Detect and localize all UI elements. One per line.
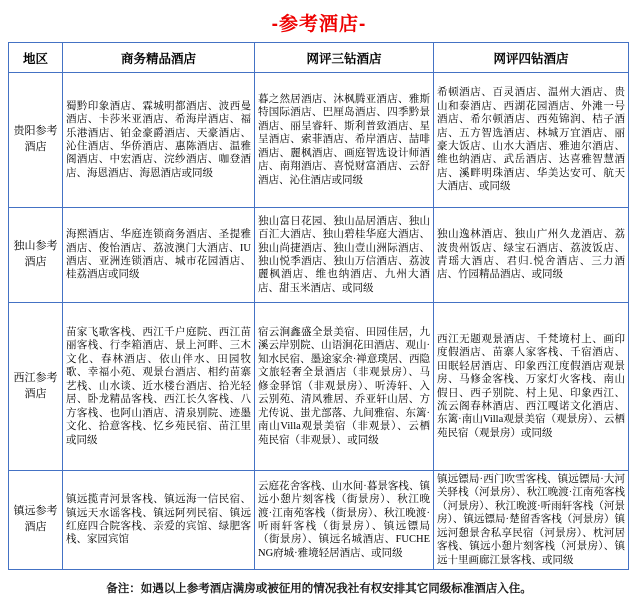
region-cell-xijiang: 西江参考酒店 [9, 303, 63, 471]
guiyang-business-hotels: 蜀黔印象酒店、霖城明都酒店、波西曼酒店、卡莎米亚酒店、希海岸酒店、福乐港酒店、铂金豪爵酒店、天豪酒店、沁住酒店、华侨酒店、惠陈酒店、温雅阁酒店、中宏酒店、浣纱酒店、咖登酒店、海恩酒店、海恩酒店或同级 [63, 73, 255, 208]
zhenyuan-business-hotels: 镇远揽青河景客栈、镇远海一信民宿、镇远天水谣客栈、镇远阿列民宿、镇远红庭四合院客栈、亲爱的宾馆、绿肥客栈、家园宾馆 [63, 471, 255, 570]
page-title: -参考酒店- [271, 14, 367, 35]
header-four-diamond: 网评四钻酒店 [434, 43, 629, 73]
footer-note: 备注：如遇以上参考酒店满房或被征用的情况我社有权安排其它同级标准酒店入住。 [106, 583, 532, 596]
zhenyuan-four-diamond-hotels: 镇远镖局·西门吹雪客栈、镇远镖局·大河关驿栈（河景房）、秋江晚渡·江南苑客栈（河景房）、秋江晚渡·听雨轩客栈（河景房）、镇远镖局·楚留香客栈（河景房）镇远河憩景舍私享民宿（河景房）、枕河居客栈、镇远小憩片刻客栈（河景房）、镇远十里画廊江景客栈、或同级 [434, 471, 629, 570]
dushan-four-diamond-hotels: 独山逸林酒店、独山广州久龙酒店、荔波贵州饭店、绿宝石酒店、荔波饭店、青瑶大酒店、君归.悦舍酒店、三力酒店、竹园精品酒店、或同级 [434, 208, 629, 303]
xijiang-business-hotels: 苗家飞歌客栈、西江千户庭院、西江苗丽客栈、行李箱酒店、景上河畔、三木文化、春林酒店、依山伴水、田园牧歌、幸福小苑、观景台酒店、相约苗寨艺栈、山水谈、近水楼台酒店、拾光轻居、卧龙精品客栈、西江长久客栈、八方客栈、也阿山酒店、清泉别院、迹墨文化、拾意客栈、忆乡苑民宿、苗江里或同级 [63, 303, 255, 471]
xijiang-three-diamond-hotels: 宿云涧鑫盛全景美宿、田园佳居，九溪云岸别院、山语涧花田酒店、观山·知水民宿、墨途家余·禅意璞居、西隐文旅轻奢全景酒店（非观景房）、马修金驿馆（非观景房）、听涛轩、入云别苑、清风雅居、乔亚轩山居、方尤传说、蚩尤部落、九间雅宿、东篱·南山Villa观景美宿（非观景）、云栖苑民宿（非观景）、或同级 [255, 303, 434, 471]
header-three-diamond: 网评三钻酒店 [255, 43, 434, 73]
table-row-xijiang [9, 303, 629, 471]
region-cell-guiyang: 贵阳参考酒店 [9, 73, 63, 208]
dushan-business-hotels: 海熙酒店、华庭连锁商务酒店、圣提雅酒店、俊怡酒店、荔波澳门大酒店、IU酒店、亚洲连锁酒店、城市花园酒店、桂荔酒店或同级 [63, 208, 255, 303]
table-row-zhenyuan [9, 471, 629, 570]
xijiang-four-diamond-hotels: 西江无题观景酒店、千梵境村上、画印度假酒店、苗寨人家客栈、千宿酒店、田眠轻居酒店、印象西江度假酒店观景房、马修金客栈、万家灯火客栈、南山假日、西子别院、村上见、印象西江、流云阁春林酒店、西江嘎诺文化酒店、东篱·南山Villa观景美宿（观景房）、云栖苑民宿（观景房）或同级 [434, 303, 629, 471]
region-cell-dushan: 独山参考酒店 [9, 208, 63, 303]
guiyang-four-diamond-hotels: 希顿酒店、百灵酒店、温州大酒店、贵山和泰酒店、西湖花园酒店、外滩一号酒店、希尔顿酒店、西苑锦润、桔子酒店、五方智选酒店、林城万宜酒店、丽豪大饭店、山水大酒店、雅迪尔酒店、维也纳酒店、武岳酒店、达喜雅智慧酒店、溪畔明珠酒店、华美达安可、航天大酒店、或同级 [434, 73, 629, 208]
table-header-row [9, 43, 629, 73]
region-cell-zhenyuan: 镇远参考酒店 [9, 471, 63, 570]
dushan-three-diamond-hotels: 独山富日花园、独山品居酒店、独山百汇大酒店、独山碧桂华庭大酒店、独山尚捷酒店、独山壹山洲际酒店、独山悦季酒店、独山万信酒店、荔波麗枫酒店、维也纳酒店、九州大酒店、甜玉米酒店、或同级 [255, 208, 434, 303]
guiyang-three-diamond-hotels: 暮之然居酒店、沐枫腾亚酒店、雅斯特国际酒店、巴厘岛酒店、四季黔景酒店、丽呈睿轩、斯利普致酒店、星呈酒店、索菲酒店、希岸酒店、喆啡酒店、麗枫酒店、画庭智选设计师酒店、南翔酒店、喜悦财富酒店、云舒酒店、沁住酒店或同级 [255, 73, 434, 208]
header-region: 地区 [9, 43, 63, 73]
reference-hotels-table [8, 42, 629, 570]
header-business-boutique: 商务精品酒店 [63, 43, 255, 73]
zhenyuan-three-diamond-hotels: 云庭花舍客栈、山水间·暮景客栈、镇远小憩片刻客栈（街景房）、秋江晚渡·江南苑客栈（街景房）、秋江晚渡·听雨轩客栈（街景房）、镇远镖局（街景房）、镇远名城酒店、FUCHENG府城·雅境轻居酒店、或同级 [255, 471, 434, 570]
table-row-guiyang [9, 73, 629, 208]
table-row-dushan [9, 208, 629, 303]
